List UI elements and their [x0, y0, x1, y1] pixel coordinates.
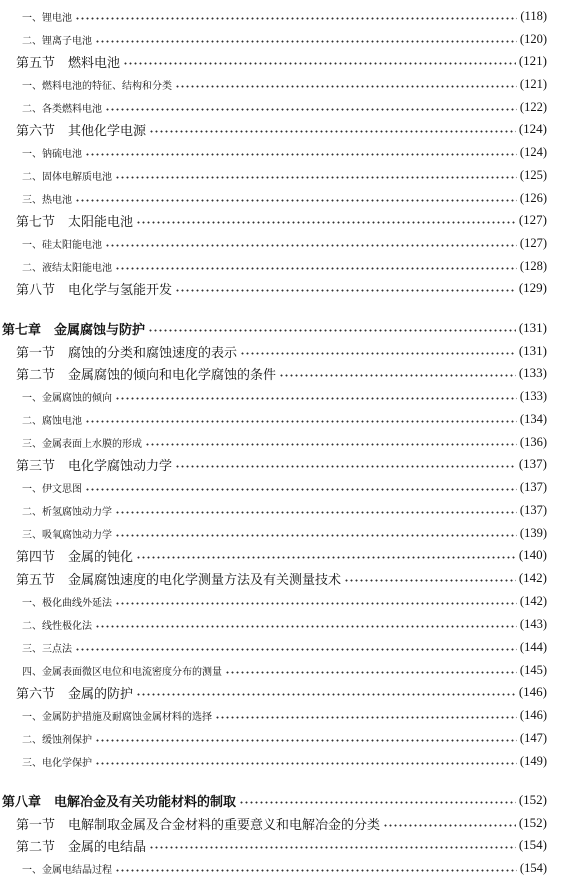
- toc-section: [0, 210, 569, 230]
- toc-leader-dots: [105, 108, 517, 111]
- toc-entry-page: (154): [519, 860, 547, 875]
- toc-entry-page: (121): [519, 76, 547, 91]
- toc-entry-title: 一、钠硫电池: [22, 148, 82, 160]
- toc-leader-dots: [115, 176, 517, 179]
- toc-entry-page: (133): [519, 388, 547, 403]
- toc-entry-title: 一、金属电结晶过程: [22, 864, 112, 876]
- toc-section-title: 第五节 金属腐蚀速度的电化学测量方法及有关测量技术: [16, 572, 342, 588]
- toc-leader-dots: [136, 693, 516, 696]
- toc-entry-title: 二、缓蚀剂保护: [22, 734, 92, 746]
- toc-entry: [0, 409, 569, 429]
- toc-chapter-page: (131): [518, 320, 547, 335]
- toc-entry: [0, 614, 569, 634]
- toc-section: [0, 813, 569, 833]
- toc-entry-page: (127): [519, 235, 547, 250]
- toc-entry-page: (137): [519, 502, 547, 517]
- toc-leader-dots: [149, 846, 516, 849]
- toc-leader-dots: [215, 716, 517, 719]
- toc-leader-dots: [344, 579, 516, 582]
- toc-entry-page: (136): [519, 434, 547, 449]
- toc-entry-title: 三、吸氧腐蚀动力学: [22, 529, 112, 541]
- toc-entry-page: (128): [519, 258, 547, 273]
- toc-leader-dots: [136, 556, 516, 559]
- toc-leader-dots: [240, 352, 516, 355]
- toc-section-page: (152): [518, 815, 547, 830]
- toc-entry-title: 一、燃料电池的特征、结构和分类: [22, 80, 172, 92]
- toc-entry: [0, 751, 569, 771]
- toc-entry-page: (149): [519, 753, 547, 768]
- toc-entry: [0, 637, 569, 657]
- toc-entry-page: (142): [519, 593, 547, 608]
- toc-entry-title: 三、电化学保护: [22, 757, 92, 769]
- toc-section-title: 第二节 金属腐蚀的倾向和电化学腐蚀的条件: [16, 367, 277, 383]
- toc-entry-title: 一、金属防护措施及耐腐蚀金属材料的选择: [22, 711, 212, 723]
- toc-leader-dots: [136, 221, 516, 224]
- toc-entry: [0, 728, 569, 748]
- toc-leader-dots: [85, 420, 517, 423]
- toc-entry-page: (139): [519, 525, 547, 540]
- toc-entry: [0, 705, 569, 725]
- toc-leader-dots: [149, 130, 516, 133]
- toc-leader-dots: [75, 17, 517, 20]
- toc-entry-page: (118): [520, 8, 547, 23]
- toc-section-title: 第八节 电化学与氢能开发: [16, 282, 173, 298]
- toc-section: [0, 835, 569, 855]
- toc-entry-title: 二、锂离子电池: [22, 35, 92, 47]
- toc-leader-dots: [123, 62, 516, 65]
- toc-section-page: (131): [518, 343, 547, 358]
- toc-section: [0, 545, 569, 565]
- toc-leader-dots: [105, 244, 517, 247]
- toc-section-page: (154): [518, 837, 547, 852]
- toc-entry-title: 二、线性极化法: [22, 620, 92, 632]
- toc-section-title: 第一节 电解制取金属及合金材料的重要意义和电解冶金的分类: [16, 817, 381, 833]
- toc-leader-dots: [95, 40, 517, 43]
- toc-entry-title: 一、金属腐蚀的倾向: [22, 392, 112, 404]
- toc-entry-title: 三、三点法: [22, 643, 72, 655]
- toc-entry-title: 三、金属表面上水膜的形成: [22, 438, 142, 450]
- toc-leader-dots: [95, 739, 517, 742]
- toc-section-page: (140): [518, 547, 547, 562]
- toc-entry-title: 二、液结太阳能电池: [22, 262, 112, 274]
- toc-entry-title: 三、热电池: [22, 194, 72, 206]
- toc-entry: [0, 432, 569, 452]
- toc-entry: [0, 591, 569, 611]
- toc-section: [0, 682, 569, 702]
- toc-leader-dots: [175, 85, 517, 88]
- toc-section-page: (142): [518, 570, 547, 585]
- toc-leader-dots: [115, 602, 517, 605]
- toc-section-title: 第六节 金属的防护: [16, 686, 134, 702]
- toc-section-title: 第二节 金属的电结晶: [16, 839, 147, 855]
- toc-section-title: 第七节 太阳能电池: [16, 214, 134, 230]
- toc-leader-dots: [85, 488, 517, 491]
- toc-entry: [0, 523, 569, 543]
- toc-entry: [0, 188, 569, 208]
- toc-leader-dots: [115, 511, 517, 514]
- toc-entry-title: 二、析氢腐蚀动力学: [22, 506, 112, 518]
- toc-entry: [0, 500, 569, 520]
- toc-entry-page: (143): [519, 616, 547, 631]
- toc-leader-dots: [145, 443, 517, 446]
- toc-entry-title: 一、极化曲线外延法: [22, 597, 112, 609]
- toc-leader-dots: [239, 801, 516, 804]
- toc-entry: [0, 256, 569, 276]
- toc-entry-page: (147): [519, 730, 547, 745]
- toc-section-page: (146): [518, 684, 547, 699]
- toc-chapter-title: 第八章 电解冶金及有关功能材料的制取: [2, 794, 237, 810]
- toc-entry: [0, 142, 569, 162]
- toc-section: [0, 51, 569, 71]
- toc-leader-dots: [115, 397, 517, 400]
- toc-entry-title: 一、锂电池: [22, 12, 72, 24]
- toc-leader-dots: [115, 534, 517, 537]
- toc-section-title: 第五节 燃料电池: [16, 55, 121, 71]
- toc-leader-dots: [175, 289, 516, 292]
- toc-entry: [0, 233, 569, 253]
- toc-leader-dots: [148, 329, 516, 332]
- toc-section-page: (137): [518, 456, 547, 471]
- toc-leader-dots: [115, 869, 517, 872]
- toc-entry: [0, 386, 569, 406]
- toc-section-page: (121): [518, 53, 547, 68]
- toc-section-page: (129): [518, 280, 547, 295]
- toc-entry-page: (146): [519, 707, 547, 722]
- toc-entry: [0, 6, 569, 26]
- toc-entry: [0, 858, 569, 878]
- toc-entry-page: (134): [519, 411, 547, 426]
- toc-section-title: 第三节 电化学腐蚀动力学: [16, 458, 173, 474]
- toc-section: [0, 278, 569, 298]
- toc-entry-page: (122): [519, 99, 547, 114]
- toc-entry: [0, 477, 569, 497]
- toc-leader-dots: [75, 199, 517, 202]
- toc-entry: [0, 29, 569, 49]
- toc-entry-title: 二、各类燃料电池: [22, 103, 102, 115]
- toc-entry-page: (144): [519, 639, 547, 654]
- toc-chapter-page: (152): [518, 792, 547, 807]
- toc-leader-dots: [85, 153, 517, 156]
- toc-leader-dots: [279, 374, 516, 377]
- toc-entry: [0, 660, 569, 680]
- toc-section: [0, 341, 569, 361]
- toc-entry-title: 二、腐蚀电池: [22, 415, 82, 427]
- toc-leader-dots: [95, 762, 517, 765]
- toc-section-page: (124): [518, 121, 547, 136]
- toc-leader-dots: [175, 465, 516, 468]
- toc-entry: [0, 97, 569, 117]
- toc-entry-title: 一、伊文思图: [22, 483, 82, 495]
- toc-section-page: (133): [518, 365, 547, 380]
- toc-section: [0, 568, 569, 588]
- toc-entry-page: (120): [519, 31, 547, 46]
- toc-leader-dots: [75, 648, 517, 651]
- toc-chapter: [0, 318, 569, 338]
- toc-entry-page: (145): [519, 662, 547, 677]
- toc-chapter: [0, 790, 569, 810]
- toc-entry: [0, 165, 569, 185]
- toc-section: [0, 454, 569, 474]
- toc-section-title: 第四节 金属的钝化: [16, 549, 134, 565]
- toc-leader-dots: [95, 625, 517, 628]
- toc-entry-title: 四、金属表面微区电位和电流密度分布的测量: [22, 666, 222, 678]
- toc-chapter-title: 第七章 金属腐蚀与防护: [2, 322, 146, 338]
- toc-entry-page: (126): [519, 190, 547, 205]
- toc-section: [0, 119, 569, 139]
- toc-entry-page: (137): [519, 479, 547, 494]
- toc-entry: [0, 74, 569, 94]
- toc-entry-page: (124): [519, 144, 547, 159]
- toc-leader-dots: [115, 267, 517, 270]
- toc-leader-dots: [225, 671, 517, 674]
- toc-leader-dots: [383, 824, 516, 827]
- toc-entry-title: 一、硅太阳能电池: [22, 239, 102, 251]
- toc-entry-page: (125): [519, 167, 547, 182]
- toc-section-page: (127): [518, 212, 547, 227]
- toc-section-title: 第六节 其他化学电源: [16, 123, 147, 139]
- toc-entry-title: 二、固体电解质电池: [22, 171, 112, 183]
- toc-section-title: 第一节 腐蚀的分类和腐蚀速度的表示: [16, 345, 238, 361]
- toc-section: [0, 363, 569, 383]
